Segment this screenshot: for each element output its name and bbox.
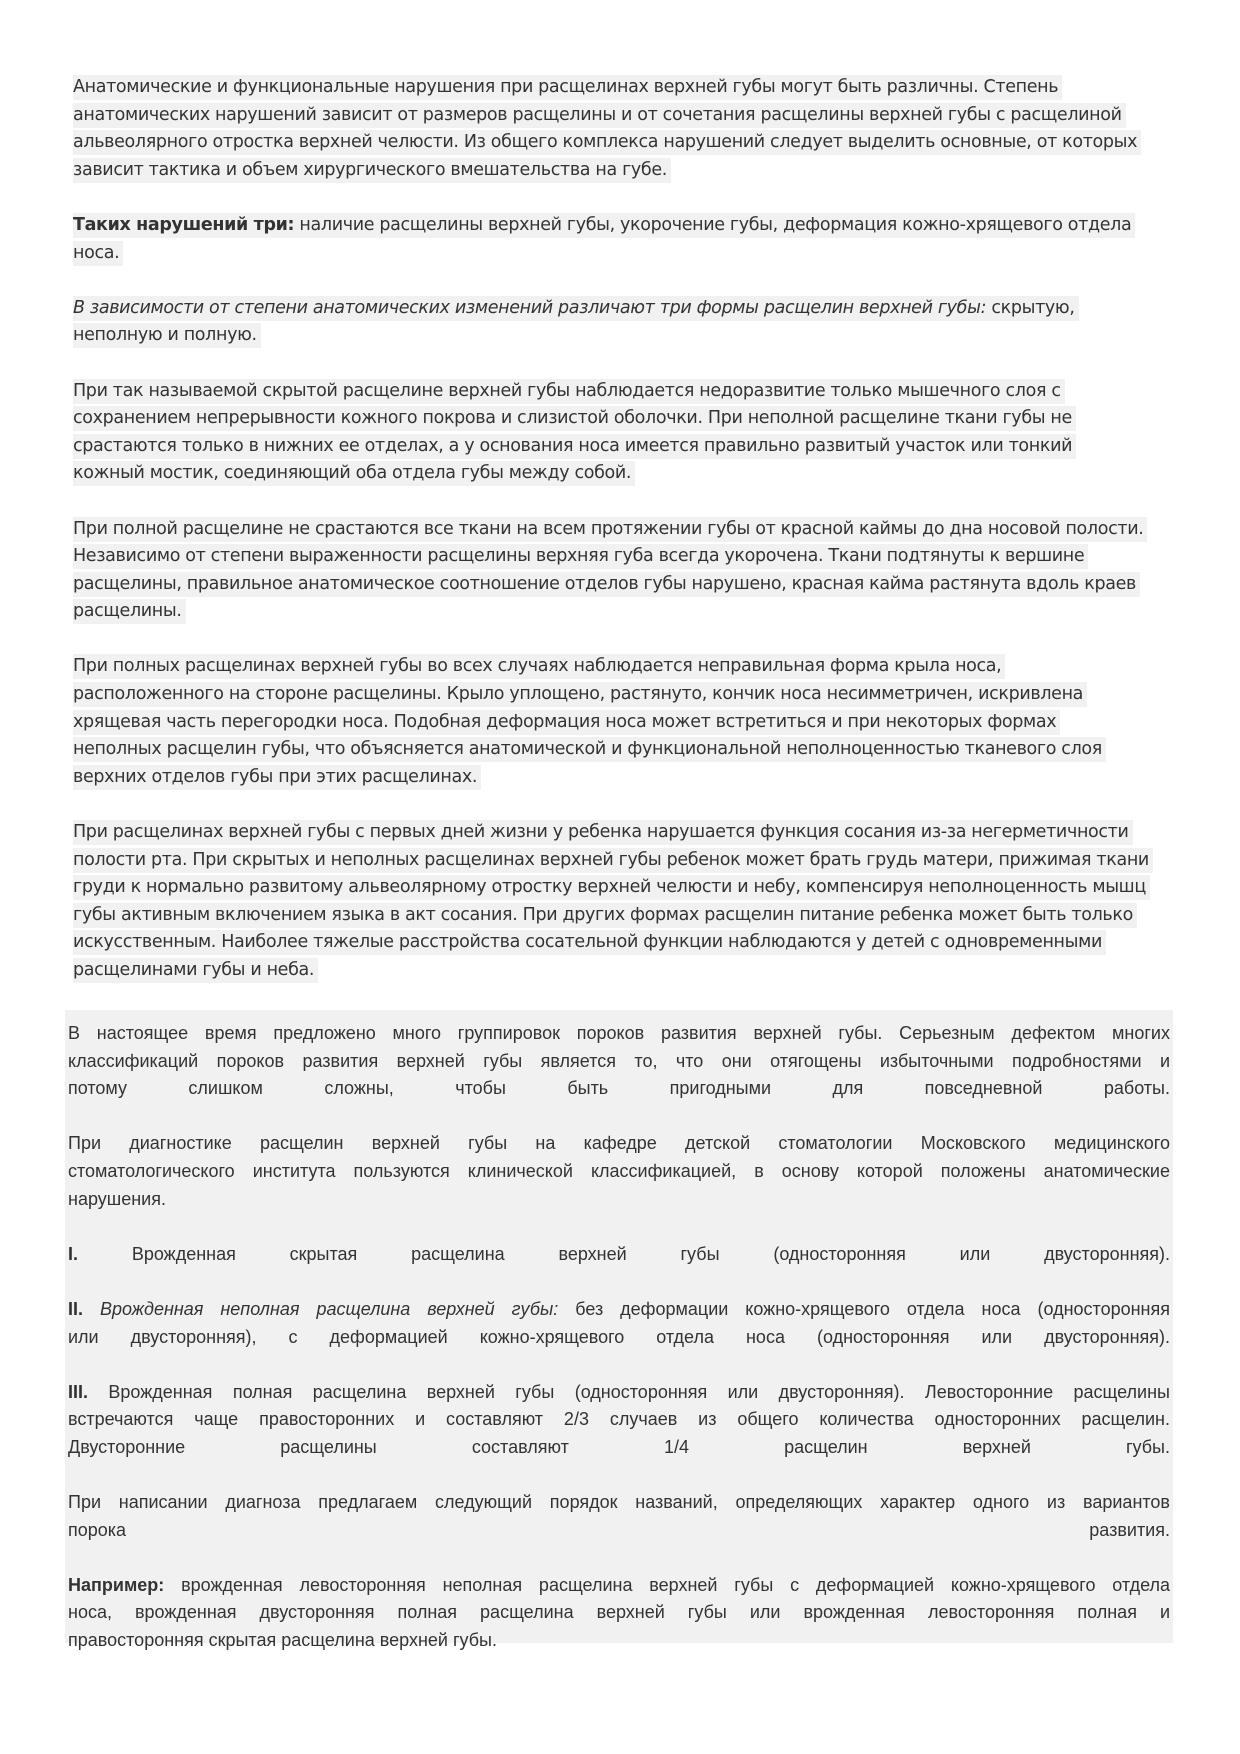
text-line (73, 460, 1183, 488)
text-line (68, 1489, 1170, 1517)
line-highlight (73, 379, 1065, 404)
line-highlight (73, 737, 1106, 762)
line-highlight (73, 654, 1005, 679)
bold-text: II. (68, 1298, 84, 1319)
paragraph (68, 1572, 1170, 1655)
line-highlight (73, 158, 671, 183)
text-line (68, 1627, 1170, 1655)
text-line (73, 709, 1183, 737)
body-text: альвеолярного отростка верхней челюсти. Из общего комплекса нарушений следует выделить основные, от которых (73, 132, 1138, 153)
body-text: Анатомические и функциональные нарушения при расщелинах верхней губы могут быть различны. Степень (73, 77, 1059, 97)
paragraph (73, 212, 1183, 267)
body-text: При так называемой скрытой расщелине верхней губы наблюдается недоразвитие только мышечного слоя с (73, 380, 1061, 401)
line-highlight (68, 1023, 1170, 1043)
line-highlight (73, 682, 1087, 707)
line-highlight (73, 241, 123, 266)
text-line (68, 1186, 1170, 1214)
body-text: без деформации кожно-хрящевого отдела носа (односторонняя (558, 1298, 1170, 1319)
paragraph (73, 819, 1183, 985)
body-text: срастаются только в нижних ее отделах, а у основания носа имеется правильно развитый участок или тонкий (73, 435, 1073, 456)
body-text: верхних отделов губы при этих расщелинах. (73, 766, 478, 787)
body-text: При полных расщелинах верхней губы во всех случаях наблюдается неправильная форма крыла носа, (73, 656, 1002, 677)
line-highlight (68, 1244, 1170, 1264)
line-highlight (73, 875, 1150, 900)
body-text: полости рта. При скрытых и неполных расщелинах верхней губы ребенок может брать грудь матери, прижимая ткани (73, 849, 1149, 870)
body-text: Врожденная скрытая расщелина верхней губы (односторонняя или двусторонняя). (78, 1243, 1170, 1264)
body-text: В настоящее время предложено много группировок пороков развития верхней губы. Серьезным дефектом многих (68, 1023, 1170, 1043)
line-highlight (68, 1630, 497, 1650)
body-text: искусственным. Наиболее тяжелые расстройства сосательной функции наблюдаются у детей с одновременными (73, 932, 1102, 953)
italic-text: Врожденная неполная расщелина верхней губы: (83, 1298, 559, 1319)
body-text: груди к нормально развитому альвеолярному отростку верхней челюсти и небу, компенсируя неполноценность мышц (73, 877, 1146, 898)
body-text: стоматологического института пользуются клинической классификацией, в основу которой положены анатомические (68, 1160, 1170, 1181)
body-text: носа, врожденная двусторонняя полная расщелина верхней губы или врожденная левосторонняя полная и (68, 1602, 1170, 1623)
body-text: неполных расщелин губы, что объясняется анатомической и функциональной неполноценностью тканевого слоя (73, 739, 1102, 760)
text-line (68, 1572, 1170, 1600)
line-highlight (73, 903, 1137, 928)
body-text: При расщелинах верхней губы с первых дней жизни у ребенка нарушается функция сосания из-за негерметичности (73, 822, 1129, 843)
line-highlight (73, 958, 318, 983)
line-highlight (68, 1189, 166, 1209)
line-highlight (73, 572, 1140, 597)
paragraph (73, 516, 1183, 626)
line-highlight (68, 1575, 1170, 1595)
body-text: врожденная левосторонняя неполная расщелина верхней губы с деформацией кожно-хрящевого отдела (164, 1574, 1170, 1595)
text-line (73, 433, 1183, 461)
paragraph (68, 1241, 1170, 1269)
text-line (73, 929, 1183, 957)
line-highlight (68, 1492, 1170, 1512)
paragraph (68, 1020, 1170, 1103)
text-line (68, 1158, 1170, 1186)
line-highlight (73, 323, 261, 348)
line-highlight (68, 1051, 1170, 1071)
bold-text: I. (68, 1243, 79, 1264)
body-text: Двусторонние расщелины составляют 1/4 расщелин верхней губы. (68, 1436, 1170, 1457)
line-highlight (73, 820, 1133, 845)
line-highlight (73, 296, 1079, 321)
text-line (73, 378, 1183, 406)
line-highlight (68, 1161, 1170, 1181)
paragraph (68, 1489, 1170, 1544)
line-highlight (73, 599, 186, 624)
body-text: расщелинами губы и неба. (73, 960, 315, 980)
text-line (73, 212, 1183, 240)
text-line (73, 102, 1183, 130)
paragraph (73, 378, 1183, 488)
body-text: Врожденная полная расщелина верхней губы (односторонняя или двусторонняя). Левосторонние расщелины (88, 1381, 1170, 1402)
text-line (73, 571, 1183, 599)
text-line (73, 957, 1183, 985)
text-line (68, 1324, 1170, 1352)
text-line (68, 1379, 1170, 1407)
body-text: расположенного на стороне расщелины. Крыло уплощено, растянуто, кончик носа несимметричен, искривлена (73, 684, 1084, 705)
line-highlight (73, 848, 1153, 873)
paragraph (68, 1130, 1170, 1213)
body-text: встречаются чаще правосторонних и составляют 2/3 случаев из общего количества односторонних расщелин. (68, 1409, 1170, 1430)
body-text: порока развития. (68, 1519, 1170, 1540)
text-line (68, 1599, 1170, 1627)
text-line (68, 1434, 1170, 1462)
body-text: правосторонняя скрытая расщелина верхней губы. (68, 1630, 497, 1651)
text-line (73, 681, 1183, 709)
line-highlight (68, 1520, 1170, 1540)
body-text: При диагностике расщелин верхней губы на кафедре детской стоматологии Московского медицинского (68, 1133, 1170, 1154)
text-line (73, 598, 1183, 626)
body-text: расщелины, правильное анатомическое соотношение отделов губы нарушено, красная кайма растянута вдоль краев (73, 573, 1136, 594)
text-line (73, 736, 1183, 764)
line-highlight (73, 434, 1076, 459)
body-text: анатомических нарушений зависит от размеров расщелины и от сочетания расщелины верхней губы с расщелиной (73, 104, 1122, 125)
italic-text: В зависимости от степени анатомических изменений различают три формы расщелин верхней губы: (73, 297, 987, 318)
line-highlight (73, 213, 1135, 238)
line-highlight (73, 765, 481, 790)
line-highlight (73, 517, 1147, 542)
text-line (73, 157, 1183, 185)
body-text: классификаций пороков развития верхней губы является то, что они отягощены избыточными подробностями и (68, 1050, 1170, 1071)
line-highlight (73, 130, 1141, 155)
text-line (68, 1517, 1170, 1545)
text-line (73, 764, 1183, 792)
paragraph (68, 1296, 1170, 1351)
text-line (73, 874, 1183, 902)
text-line (73, 847, 1183, 875)
body-text: нарушения. (68, 1188, 166, 1209)
text-line (68, 1075, 1170, 1103)
line-highlight (68, 1299, 1170, 1319)
bold-text: III. (68, 1381, 89, 1402)
text-line (73, 240, 1183, 268)
line-highlight (68, 1078, 1170, 1098)
text-line (73, 653, 1183, 681)
document-section-classification (65, 1010, 1173, 1651)
body-text: потому слишком сложны, чтобы быть пригодными для повседневной работы. (68, 1078, 1170, 1099)
body-text: или двусторонняя), с деформацией кожно-хрящевого отдела носа (односторонняя или двусторонняя). (68, 1326, 1170, 1347)
line-highlight (73, 544, 1088, 569)
text-line (73, 405, 1183, 433)
body-text: Независимо от степени выраженности расщелины верхняя губа всегда укорочена. Ткани подтянуты к вершине (73, 546, 1085, 567)
line-highlight (73, 75, 1062, 100)
text-line (73, 902, 1183, 930)
text-line (68, 1296, 1170, 1324)
text-line (73, 74, 1183, 102)
body-text: кожный мостик, соединяющий оба отдела губы между собой. (73, 463, 632, 484)
line-highlight (68, 1133, 1170, 1153)
line-highlight (68, 1602, 1170, 1622)
paragraph (68, 1379, 1170, 1462)
paragraph (73, 74, 1183, 184)
line-highlight (73, 710, 1060, 735)
line-highlight (73, 406, 1076, 431)
text-line (73, 295, 1183, 323)
body-text: хрящевая часть перегородки носа. Подобная деформация носа может встретиться и при некоторых формах (73, 711, 1057, 732)
bold-text: Например: (68, 1574, 165, 1595)
body-text: расщелины. (73, 601, 182, 622)
line-highlight (68, 1437, 1170, 1457)
body-text: При полной расщелине не срастаются все ткани на всем протяжении губы от красной каймы до дна носовой полости. (73, 518, 1144, 539)
body-text: губы активным включением языка в акт сосания. При других формах расщелин питание ребенка может быть только (73, 904, 1133, 925)
text-line (73, 322, 1183, 350)
text-line (73, 543, 1183, 571)
text-line (73, 819, 1183, 847)
line-highlight (68, 1409, 1170, 1429)
body-text: наличие расщелины верхней губы, укорочение губы, деформация кожно-хрящевого отдела (294, 214, 1132, 235)
body-text: сохранением непрерывности кожного покрова и слизистой оболочки. При неполной расщелине ткани губы не (73, 408, 1072, 429)
document-section-highlighted-lines (73, 74, 1183, 1012)
line-highlight (68, 1327, 1170, 1347)
body-text: зависит тактика и объем хирургического вмешательства на губе. (73, 159, 667, 180)
text-line (68, 1241, 1170, 1269)
text-line (68, 1048, 1170, 1076)
line-highlight (73, 930, 1106, 955)
body-text: скрытую, (986, 297, 1075, 318)
text-line (68, 1130, 1170, 1158)
line-highlight (73, 461, 635, 486)
text-line (68, 1020, 1170, 1048)
line-highlight (73, 103, 1126, 128)
text-line (68, 1406, 1170, 1434)
text-line (73, 516, 1183, 544)
body-text: При написании диагноза предлагаем следующий порядок названий, определяющих характер одного из вариантов (68, 1492, 1170, 1513)
bold-text: Таких нарушений три: (73, 214, 295, 235)
body-text: носа. (73, 242, 120, 263)
text-line (73, 129, 1183, 157)
line-highlight (68, 1382, 1170, 1402)
paragraph (73, 653, 1183, 791)
body-text: неполную и полную. (73, 325, 257, 346)
paragraph (73, 295, 1183, 350)
